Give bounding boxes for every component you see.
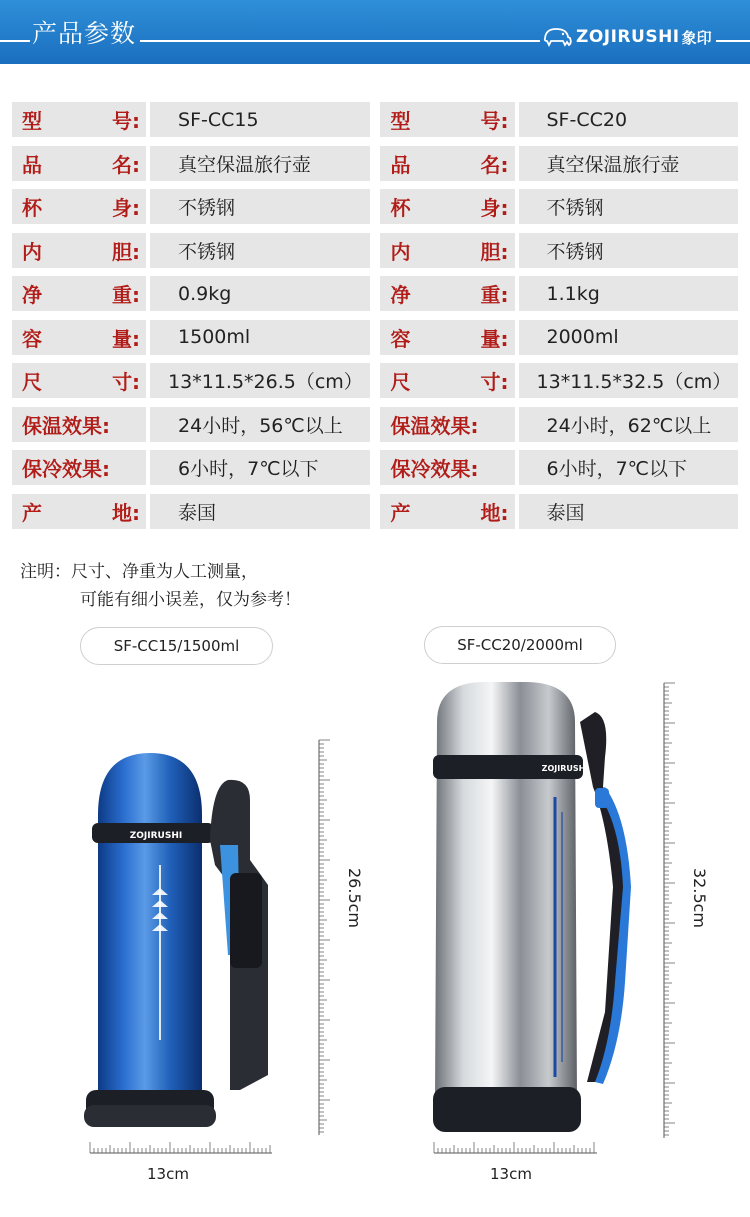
spec-label-text: 净 <box>22 283 42 307</box>
spec-label-text: 胆: <box>112 239 141 264</box>
spec-label-text: 品 <box>390 152 411 177</box>
spec-label-text: 净 <box>390 283 411 307</box>
spec-label-text: 地: <box>480 500 509 525</box>
spec-label-text: 品 <box>22 152 42 177</box>
spec-label <box>380 276 514 311</box>
spec-value: 不锈钢 <box>519 233 739 268</box>
spec-label <box>380 146 514 181</box>
spec-label-text: 型 <box>390 109 411 133</box>
width-label: 13cm <box>147 1165 189 1183</box>
spec-label <box>380 189 514 224</box>
spec-label-text: 尺 <box>22 370 42 394</box>
spec-row <box>12 276 738 311</box>
spec-value: SF-CC15 <box>150 102 370 137</box>
spec-label <box>12 407 146 442</box>
spec-value: 真空保温旅行壶 <box>150 146 370 181</box>
spec-table <box>12 102 738 537</box>
spec-value: 24小时，56℃以上 <box>150 407 370 442</box>
spec-row <box>12 494 738 529</box>
spec-label <box>12 189 146 224</box>
spec-value: 6小时，7℃以下 <box>150 450 370 485</box>
spec-label <box>12 494 146 529</box>
bottle-image-silver <box>425 682 625 1137</box>
spec-label-text: 杯 <box>22 196 42 220</box>
spec-value: 24小时，62℃以上 <box>519 407 739 442</box>
spec-label-text: 产 <box>22 500 42 525</box>
spec-label-text: 保温效果: <box>390 413 479 438</box>
spec-label-text: 容 <box>22 326 42 351</box>
spec-label-text: 号: <box>112 109 141 133</box>
spec-label <box>380 363 514 398</box>
spec-value: 1.1kg <box>519 276 739 311</box>
spec-label-text: 地: <box>112 500 141 525</box>
spec-label <box>12 102 146 137</box>
width-label: 13cm <box>490 1165 532 1183</box>
spec-label-text: 号: <box>480 109 509 133</box>
spec-value: 不锈钢 <box>519 189 739 224</box>
spec-value: 13*11.5*26.5（cm） <box>150 363 369 398</box>
spec-label-text: 容 <box>390 326 411 351</box>
spec-label <box>12 276 146 311</box>
spec-label-text: 身: <box>112 196 141 220</box>
spec-label-text: 保冷效果: <box>390 457 479 481</box>
spec-label-text: 保温效果: <box>22 413 110 438</box>
bottle-logo: ZOJIRUSHI <box>541 764 589 773</box>
spec-value: 0.9kg <box>150 276 370 311</box>
spec-row <box>12 320 738 355</box>
spec-label-text: 量: <box>480 326 509 351</box>
spec-label-text: 尺 <box>390 370 411 394</box>
height-ruler <box>318 740 332 1135</box>
bottle-image-blue <box>80 745 280 1130</box>
height-label: 26.5cm <box>345 868 364 929</box>
spec-value: 泰国 <box>150 494 370 529</box>
spec-row <box>12 363 738 398</box>
spec-label-text: 胆: <box>480 239 509 264</box>
spec-value: 真空保温旅行壶 <box>519 146 739 181</box>
spec-value: 不锈钢 <box>150 189 370 224</box>
spec-label-text: 重: <box>112 283 141 307</box>
spec-label-text: 内 <box>390 239 411 264</box>
spec-label-text: 身: <box>480 196 509 220</box>
header-bar <box>0 0 750 64</box>
spec-label <box>380 320 514 355</box>
spec-label <box>380 494 514 529</box>
note <box>20 558 301 614</box>
note-line: 可能有细小误差，仅为参考！ <box>80 590 301 610</box>
brand-cn: 象印 <box>681 28 712 47</box>
spec-row <box>12 189 738 224</box>
brand-name: ZOJIRUSHI <box>576 27 680 47</box>
spec-label-text: 型 <box>22 109 42 133</box>
spec-label <box>380 102 514 137</box>
spec-label <box>380 233 514 268</box>
spec-label <box>12 320 146 355</box>
brand-logo <box>543 26 712 48</box>
note-line: 注明：尺寸、净重为人工测量， <box>20 562 258 582</box>
spec-label <box>12 233 146 268</box>
spec-label <box>380 407 514 442</box>
spec-label-text: 寸: <box>480 370 509 394</box>
spec-label-text: 杯 <box>390 196 411 220</box>
header-divider <box>140 40 540 42</box>
spec-value: 1500ml <box>150 320 370 355</box>
spec-label-text: 重: <box>480 283 509 307</box>
spec-label-text: 名: <box>112 152 141 177</box>
elephant-icon <box>543 26 573 48</box>
bottle-logo: ZOJIRUSHI <box>129 831 183 841</box>
spec-label-text: 量: <box>112 326 141 351</box>
spec-value: 不锈钢 <box>150 233 370 268</box>
spec-row <box>12 102 738 137</box>
spec-label <box>12 146 146 181</box>
model-pill: SF-CC15/1500ml <box>80 627 273 665</box>
spec-value: 泰国 <box>519 494 739 529</box>
spec-row <box>12 146 738 181</box>
spec-value: SF-CC20 <box>519 102 739 137</box>
spec-value: 13*11.5*32.5（cm） <box>519 363 738 398</box>
spec-label <box>12 363 146 398</box>
header-divider <box>0 40 30 42</box>
spec-label-text: 名: <box>480 152 509 177</box>
spec-label-text: 产 <box>390 500 411 525</box>
header-divider <box>716 40 750 42</box>
spec-row <box>12 450 738 485</box>
height-ruler <box>663 683 677 1138</box>
spec-label-text: 寸: <box>112 370 141 394</box>
spec-label-text: 保冷效果: <box>22 457 110 481</box>
width-ruler <box>90 1140 272 1154</box>
spec-row <box>12 407 738 442</box>
spec-label-text: 内 <box>22 239 42 264</box>
page-title: 产品参数 <box>32 19 137 48</box>
spec-value: 2000ml <box>519 320 739 355</box>
spec-label <box>12 450 146 485</box>
spec-label <box>380 450 514 485</box>
spec-row <box>12 233 738 268</box>
model-pill: SF-CC20/2000ml <box>424 626 616 664</box>
width-ruler <box>434 1140 597 1154</box>
height-label: 32.5cm <box>690 868 709 929</box>
spec-value: 6小时，7℃以下 <box>519 450 739 485</box>
